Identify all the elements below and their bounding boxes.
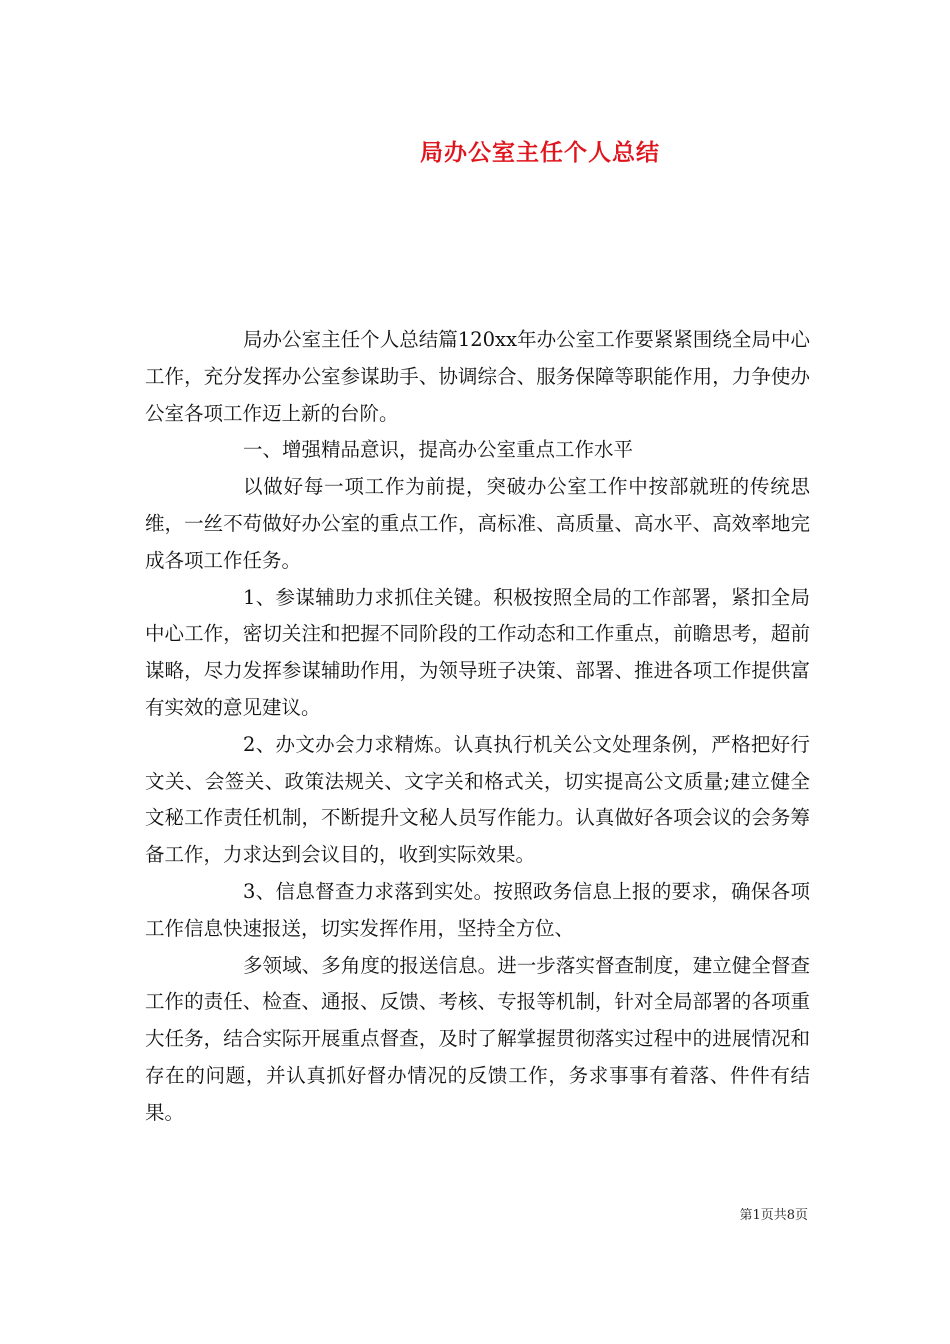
document-body — [145, 322, 810, 1132]
document-title: 局办公室主任个人总结 — [420, 139, 660, 166]
paragraph-item-1: 1、参谋辅助力求抓住关键。积极按照全局的工作部署，紧扣全局中心工作，密切关注和把握不同阶段的工作动态和工作重点，前瞻思考，超前谋略，尽力发挥参谋辅助作用，为领导班子决策、部署、推进各项工作提供富有实效的意见建议。 — [145, 585, 810, 719]
paragraph-section-1: 以做好每一项工作为前提，突破办公室工作中按部就班的传统思维，一丝不苟做好办公室的重点工作，高标准、高质量、高水平、高效率地完成各项工作任务。 — [145, 475, 810, 572]
paragraph-item-3: 3、信息督查力求落到实处。按照政务信息上报的要求，确保各项工作信息快速报送，切实发挥作用，坚持全方位、 — [145, 879, 810, 940]
paragraph-item-3-continued: 多领域、多角度的报送信息。进一步落实督查制度，建立健全督查工作的责任、检查、通报、反馈、考核、专报等机制，针对全局部署的各项重大任务，结合实际开展重点督查，及时了解掌握贯彻落实过程中的进展情况和存在的问题，并认真抓好督办情况的反馈工作，务求事事有着落、件件有结果。 — [145, 953, 810, 1124]
page-number-footer: 第1页共8页 — [739, 1208, 808, 1223]
paragraph-intro: 局办公室主任个人总结篇120xx年办公室工作要紧紧围绕全局中心工作，充分发挥办公室参谋助手、协调综合、服务保障等职能作用，力争使办公室各项工作迈上新的台阶。 — [145, 328, 810, 425]
section-heading-1: 一、增强精品意识，提高办公室重点工作水平 — [243, 438, 634, 462]
paragraph-item-2: 2、办文办会力求精炼。认真执行机关公文处理条例，严格把好行文关、会签关、政策法规关、文字关和格式关，切实提高公文质量;建立健全文秘工作责任机制，不断提升文秘人员写作能力。认真做好各项会议的会务筹备工作，力求达到会议目的，收到实际效果。 — [145, 732, 810, 867]
